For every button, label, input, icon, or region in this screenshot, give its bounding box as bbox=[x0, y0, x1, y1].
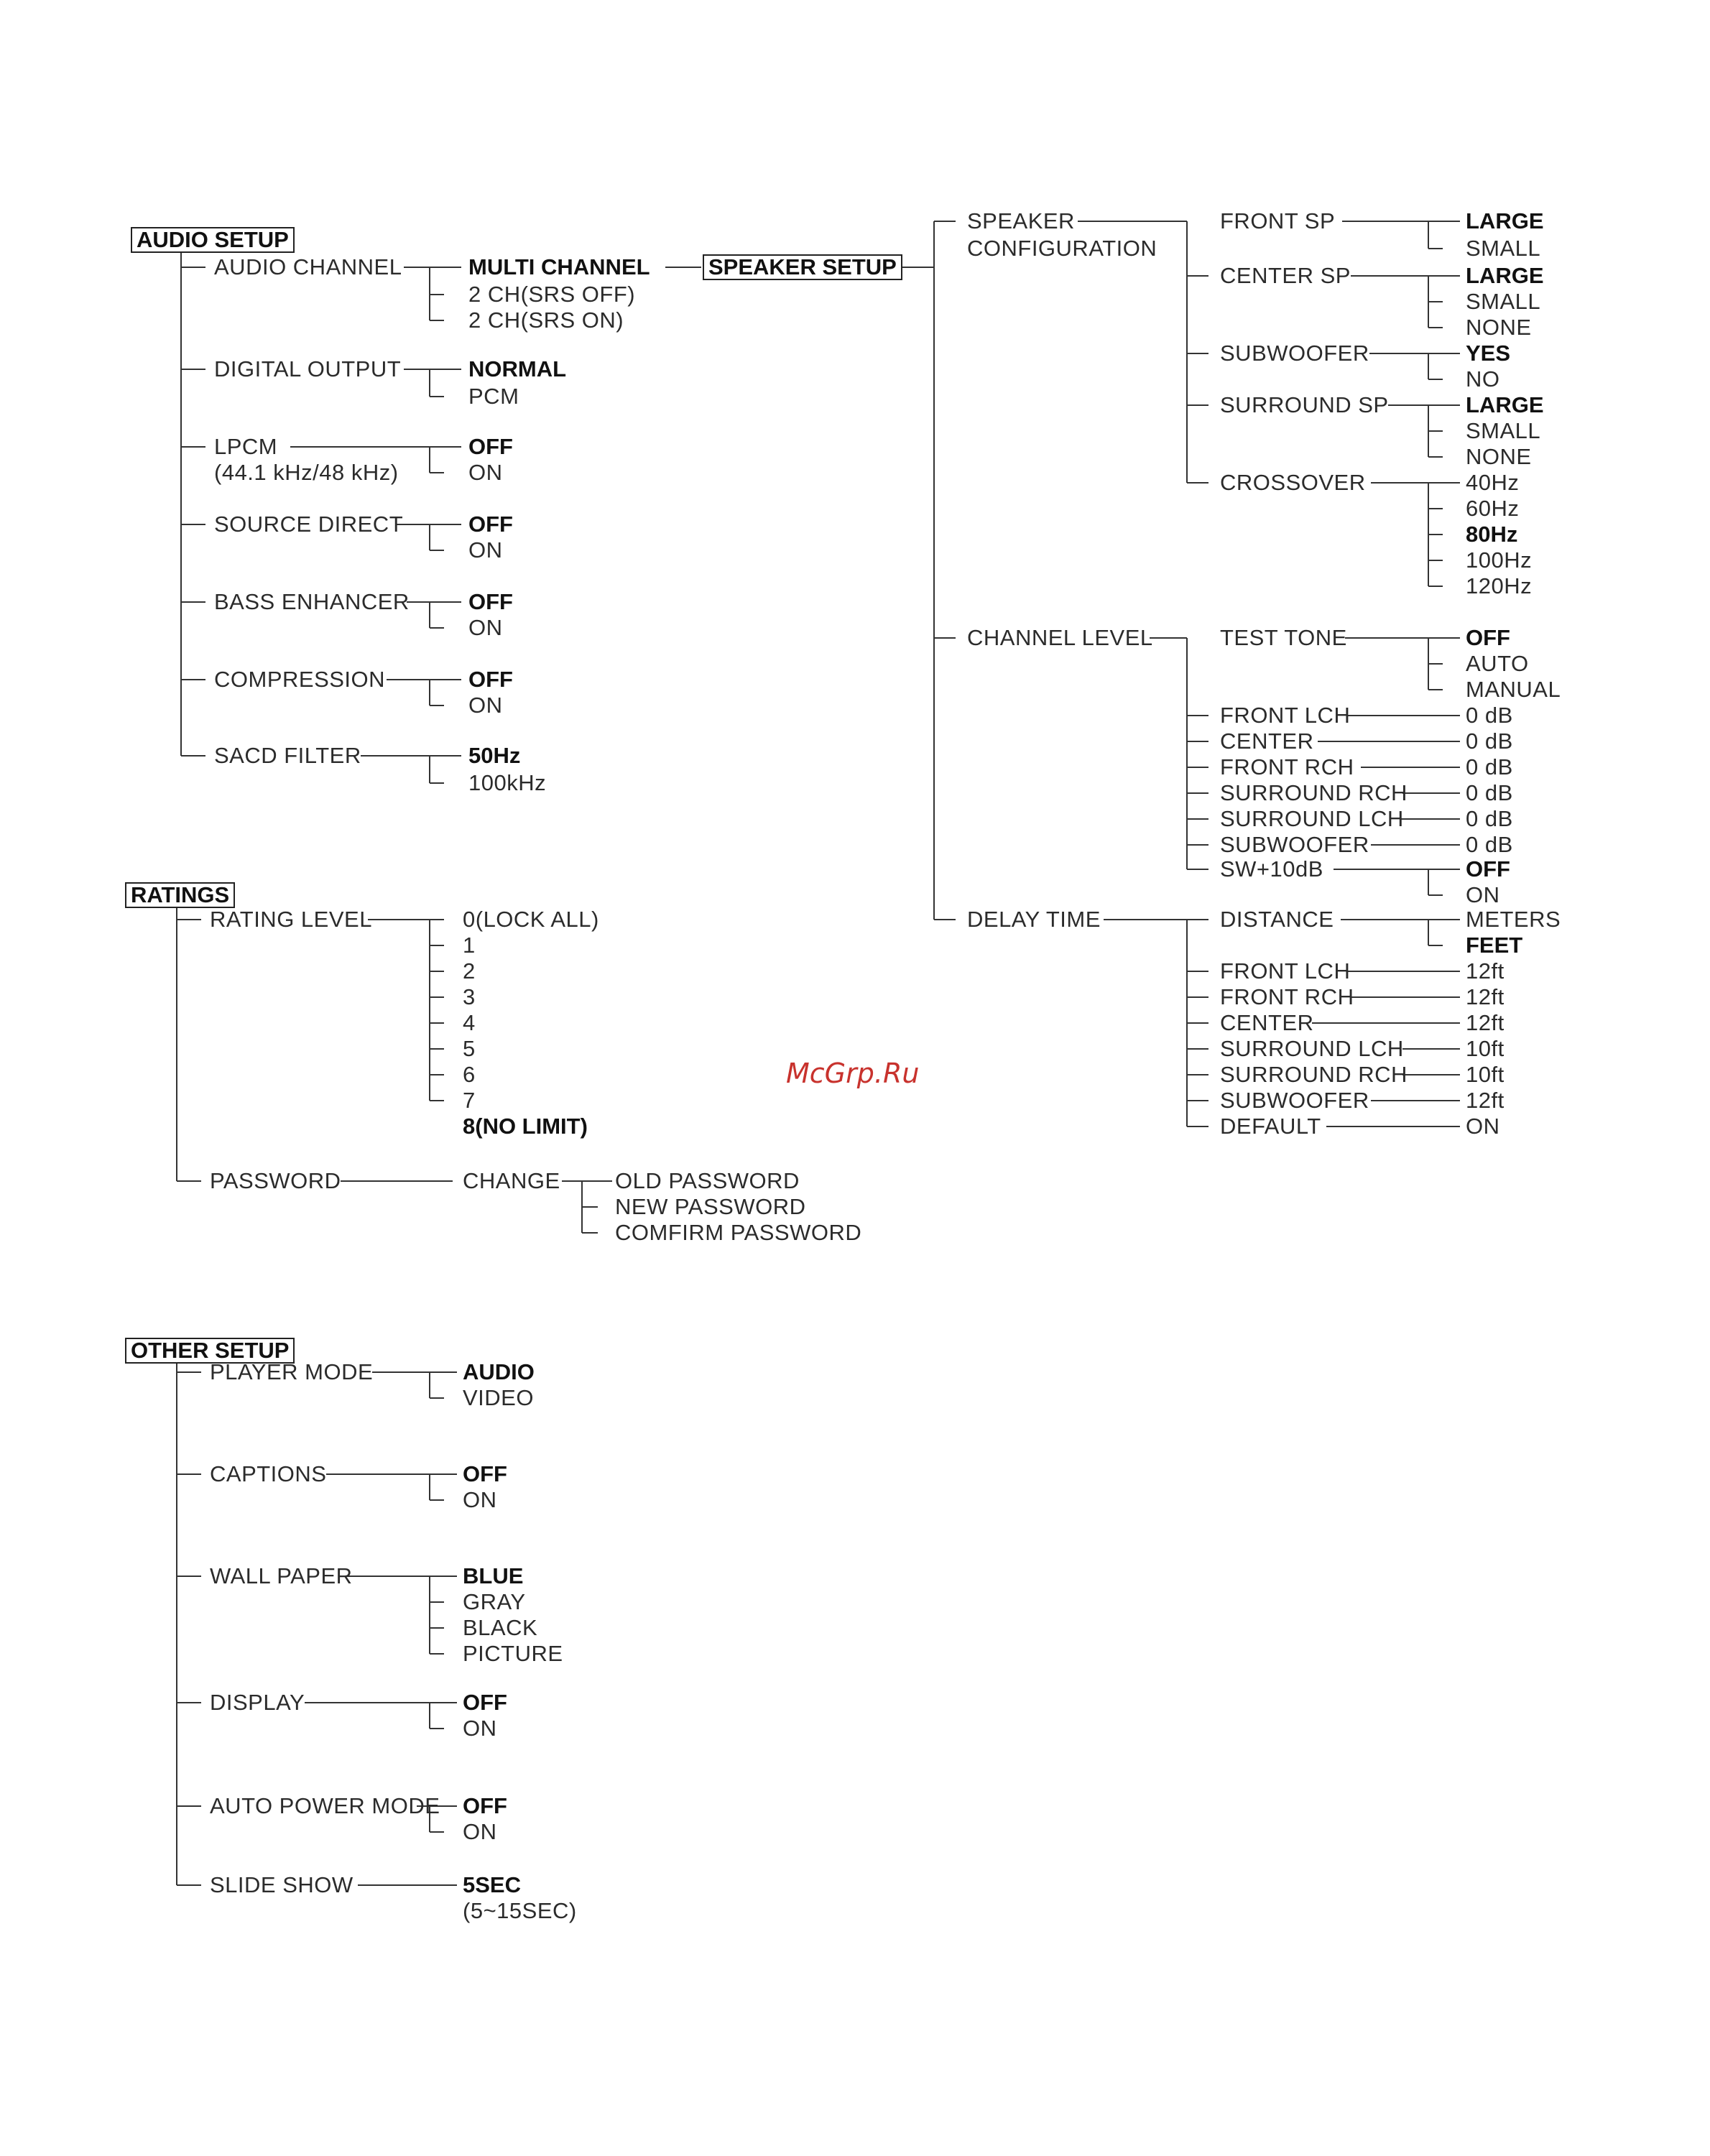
speaker-configuration-label-line1: SPEAKER bbox=[967, 208, 1075, 233]
channel-level-subwoofer-value: 0 dB bbox=[1466, 832, 1513, 857]
source-direct-label: SOURCE DIRECT bbox=[214, 512, 404, 537]
captions-option-off: OFF bbox=[463, 1461, 507, 1486]
source-direct-option-off: OFF bbox=[468, 512, 513, 537]
password-change-label: CHANGE bbox=[463, 1168, 560, 1193]
channel-level-center-label: CENTER bbox=[1220, 728, 1314, 754]
sacd-filter-option-50hz: 50Hz bbox=[468, 743, 521, 768]
rating-level-option-5: 5 bbox=[463, 1036, 476, 1061]
delay-center-label: CENTER bbox=[1220, 1010, 1314, 1035]
test-tone-option-off: OFF bbox=[1466, 625, 1510, 650]
lpcm-label: LPCM bbox=[214, 434, 278, 459]
audio-setup-title: AUDIO SETUP bbox=[131, 227, 295, 253]
delay-default-value: ON bbox=[1466, 1114, 1500, 1139]
delay-front-lch-value: 12ft bbox=[1466, 958, 1505, 984]
auto-power-mode-option-off: OFF bbox=[463, 1793, 507, 1818]
compression-option-off: OFF bbox=[468, 667, 513, 692]
audio-channel-option-2ch-srs-on: 2 CH(SRS ON) bbox=[468, 307, 624, 333]
distance-label: DISTANCE bbox=[1220, 907, 1334, 932]
bass-enhancer-option-on: ON bbox=[468, 615, 503, 640]
subwoofer-label: SUBWOOFER bbox=[1220, 341, 1369, 366]
player-mode-label: PLAYER MODE bbox=[210, 1359, 374, 1384]
digital-output-option-normal: NORMAL bbox=[468, 356, 567, 381]
bass-enhancer-label: BASS ENHANCER bbox=[214, 589, 410, 614]
digital-output-option-pcm: PCM bbox=[468, 384, 519, 409]
surround-sp-option-small: SMALL bbox=[1466, 418, 1541, 443]
channel-level-surround-rch-value: 0 dB bbox=[1466, 780, 1513, 805]
channel-level-center-value: 0 dB bbox=[1466, 728, 1513, 754]
captions-option-on: ON bbox=[463, 1487, 497, 1512]
channel-level-surround-rch-label: SURROUND RCH bbox=[1220, 780, 1408, 805]
digital-output-label: DIGITAL OUTPUT bbox=[214, 356, 402, 381]
slide-show-range: (5~15SEC) bbox=[463, 1898, 577, 1923]
delay-default-label: DEFAULT bbox=[1220, 1114, 1321, 1139]
display-option-off: OFF bbox=[463, 1690, 507, 1715]
subwoofer-option-yes: YES bbox=[1466, 341, 1511, 366]
surround-sp-option-large: LARGE bbox=[1466, 392, 1544, 417]
ratings-title: RATINGS bbox=[125, 882, 235, 908]
front-sp-option-large: LARGE bbox=[1466, 208, 1544, 233]
crossover-option-120hz: 120Hz bbox=[1466, 573, 1533, 598]
sw10db-option-off: OFF bbox=[1466, 856, 1510, 882]
channel-level-subwoofer-label: SUBWOOFER bbox=[1220, 832, 1369, 857]
compression-option-on: ON bbox=[468, 693, 503, 718]
channel-level-front-rch-label: FRONT RCH bbox=[1220, 754, 1354, 779]
audio-channel-option-2ch-srs-off: 2 CH(SRS OFF) bbox=[468, 282, 636, 307]
display-label: DISPLAY bbox=[210, 1690, 305, 1715]
test-tone-option-manual: MANUAL bbox=[1466, 677, 1561, 702]
lpcm-option-off: OFF bbox=[468, 434, 513, 459]
center-sp-label: CENTER SP bbox=[1220, 263, 1351, 288]
channel-level-surround-lch-value: 0 dB bbox=[1466, 806, 1513, 831]
sw10db-label: SW+10dB bbox=[1220, 856, 1323, 882]
crossover-label: CROSSOVER bbox=[1220, 470, 1366, 495]
rating-level-option-7: 7 bbox=[463, 1088, 476, 1113]
channel-level-front-lch-label: FRONT LCH bbox=[1220, 703, 1351, 728]
front-sp-label: FRONT SP bbox=[1220, 208, 1336, 233]
rating-level-label: RATING LEVEL bbox=[210, 907, 372, 932]
slide-show-option-5sec: 5SEC bbox=[463, 1872, 521, 1897]
channel-level-front-rch-value: 0 dB bbox=[1466, 754, 1513, 779]
crossover-option-100hz: 100Hz bbox=[1466, 547, 1533, 573]
channel-level-label: CHANNEL LEVEL bbox=[967, 625, 1153, 650]
password-label: PASSWORD bbox=[210, 1168, 341, 1193]
center-sp-option-large: LARGE bbox=[1466, 263, 1544, 288]
wall-paper-option-gray: GRAY bbox=[463, 1589, 526, 1614]
rating-level-option-0: 0(LOCK ALL) bbox=[463, 907, 599, 932]
lpcm-option-on: ON bbox=[468, 460, 503, 485]
player-mode-option-video: VIDEO bbox=[463, 1385, 534, 1410]
delay-surround-lch-value: 10ft bbox=[1466, 1036, 1505, 1061]
wall-paper-option-blue: BLUE bbox=[463, 1563, 524, 1588]
subwoofer-option-no: NO bbox=[1466, 366, 1500, 392]
wall-paper-option-black: BLACK bbox=[463, 1615, 538, 1640]
rating-level-option-8: 8(NO LIMIT) bbox=[463, 1114, 588, 1139]
distance-option-feet: FEET bbox=[1466, 933, 1523, 958]
crossover-option-60hz: 60Hz bbox=[1466, 496, 1520, 521]
other-setup-title: OTHER SETUP bbox=[125, 1338, 295, 1364]
audio-channel-label: AUDIO CHANNEL bbox=[214, 254, 402, 279]
sw10db-option-on: ON bbox=[1466, 882, 1500, 907]
delay-subwoofer-label: SUBWOOFER bbox=[1220, 1088, 1369, 1113]
auto-power-mode-option-on: ON bbox=[463, 1819, 497, 1844]
password-option-new: NEW PASSWORD bbox=[615, 1194, 806, 1219]
password-option-old: OLD PASSWORD bbox=[615, 1168, 800, 1193]
delay-center-value: 12ft bbox=[1466, 1010, 1505, 1035]
delay-front-lch-label: FRONT LCH bbox=[1220, 958, 1351, 984]
player-mode-option-audio: AUDIO bbox=[463, 1359, 535, 1384]
channel-level-surround-lch-label: SURROUND LCH bbox=[1220, 806, 1404, 831]
lpcm-sublabel: (44.1 kHz/48 kHz) bbox=[214, 460, 399, 485]
surround-sp-label: SURROUND SP bbox=[1220, 392, 1389, 417]
auto-power-mode-label: AUTO POWER MODE bbox=[210, 1793, 440, 1818]
password-option-confirm: COMFIRM PASSWORD bbox=[615, 1220, 862, 1245]
sacd-filter-label: SACD FILTER bbox=[214, 743, 361, 768]
delay-surround-rch-value: 10ft bbox=[1466, 1062, 1505, 1087]
crossover-option-80hz: 80Hz bbox=[1466, 522, 1518, 547]
captions-label: CAPTIONS bbox=[210, 1461, 327, 1486]
front-sp-option-small: SMALL bbox=[1466, 236, 1541, 261]
center-sp-option-none: NONE bbox=[1466, 315, 1532, 340]
delay-surround-rch-label: SURROUND RCH bbox=[1220, 1062, 1408, 1087]
speaker-setup-title: SPEAKER SETUP bbox=[703, 254, 902, 280]
center-sp-option-small: SMALL bbox=[1466, 289, 1541, 314]
distance-option-meters: METERS bbox=[1466, 907, 1561, 932]
compression-label: COMPRESSION bbox=[214, 667, 386, 692]
surround-sp-option-none: NONE bbox=[1466, 444, 1532, 469]
sacd-filter-option-100khz: 100kHz bbox=[468, 770, 547, 795]
delay-time-label: DELAY TIME bbox=[967, 907, 1101, 932]
wall-paper-option-picture: PICTURE bbox=[463, 1641, 563, 1666]
source-direct-option-on: ON bbox=[468, 537, 503, 563]
watermark: McGrp.Ru bbox=[786, 1058, 920, 1089]
channel-level-front-lch-value: 0 dB bbox=[1466, 703, 1513, 728]
wall-paper-label: WALL PAPER bbox=[210, 1563, 353, 1588]
bass-enhancer-option-off: OFF bbox=[468, 589, 513, 614]
slide-show-label: SLIDE SHOW bbox=[210, 1872, 353, 1897]
rating-level-option-3: 3 bbox=[463, 984, 476, 1009]
delay-front-rch-value: 12ft bbox=[1466, 984, 1505, 1009]
test-tone-label: TEST TONE bbox=[1220, 625, 1347, 650]
audio-channel-option-multi: MULTI CHANNEL bbox=[468, 254, 650, 279]
delay-surround-lch-label: SURROUND LCH bbox=[1220, 1036, 1404, 1061]
rating-level-option-4: 4 bbox=[463, 1010, 476, 1035]
rating-level-option-1: 1 bbox=[463, 933, 476, 958]
test-tone-option-auto: AUTO bbox=[1466, 651, 1529, 676]
crossover-option-40hz: 40Hz bbox=[1466, 470, 1520, 495]
rating-level-option-2: 2 bbox=[463, 958, 476, 984]
delay-front-rch-label: FRONT RCH bbox=[1220, 984, 1354, 1009]
rating-level-option-6: 6 bbox=[463, 1062, 476, 1087]
speaker-configuration-label-line2: CONFIGURATION bbox=[967, 236, 1157, 261]
display-option-on: ON bbox=[463, 1716, 497, 1741]
delay-subwoofer-value: 12ft bbox=[1466, 1088, 1505, 1113]
